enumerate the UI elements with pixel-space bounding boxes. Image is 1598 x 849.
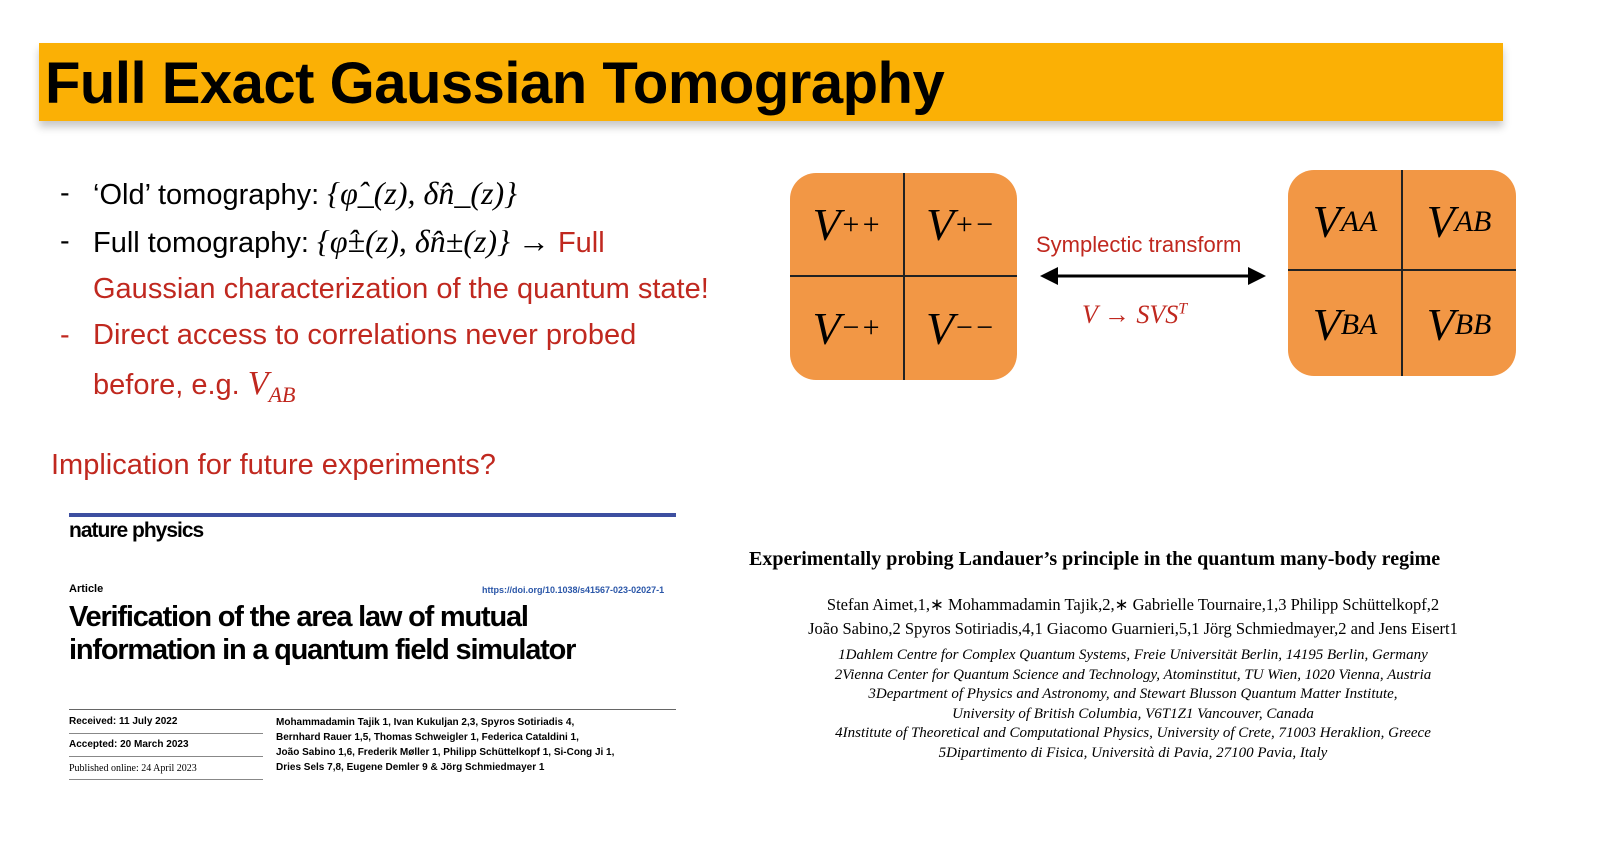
double-arrow-icon: [1040, 264, 1266, 288]
matrix-cell: V BA: [1312, 299, 1378, 350]
arxiv-affiliations: 1Dahlem Centre for Complex Quantum Systems, Freie Universität Berlin, 14195 Berlin, Germany 2Vienna Center for Quantum Science and Technology, Atominstitut, TU Wien, 1020 Vienna, Austria 3Department of Physics and Astronomy, and Stewart Blusson Quantum Matter Institute, University of British Columbia, V6T1Z1 Vancouver, Canada 4Institute of Theoretical and Computational Physics, University of Crete, 71003 Heraklion, Greece 5Dipartimento di Fisica, Università di Pavia, 27100 Pavia, Italy: [834, 647, 1432, 761]
matrix-cell: V −−: [925, 302, 995, 354]
bullet-text: Full tomography:: [93, 227, 318, 259]
transform-formula: $V \to SVS^T$: [1082, 300, 1188, 329]
matrix-cell: V −+: [812, 302, 882, 354]
bullet-list: [60, 170, 709, 421]
matrix-cell: V +−: [925, 199, 995, 251]
paper-authors: Mohammadamin Tajik 1, Ivan Kukuljan 2,3, Spyros Sotiriadis 4, Bernhard Rauer 1,5, Thomas Schweigler 1, Federica Cataldini 1, João Sabino 1,6, Frederik Møller 1, Philipp Schüttelkopf 1, Si-Cong Ji 1, Dries Sels 7,8, Eugene Demler 9 & Jörg Schmiedmayer 1: [276, 717, 615, 773]
title-bar: [39, 43, 1503, 121]
symplectic-label: Symplectic transform: [1036, 232, 1242, 257]
bullet-dash: -: [60, 177, 70, 209]
journal-logo: nature physics: [69, 519, 204, 542]
bullet-continuation: [60, 266, 709, 312]
doi-link[interactable]: https://doi.org/10.1038/s41567-023-02027-1: [482, 585, 665, 595]
bullet-math: $V_{AB}$: [247, 365, 296, 407]
bullet-math: {φ̂_(z), δn̂_(z)}: [327, 175, 517, 211]
journal-rule: [69, 513, 676, 517]
slide-title: Full Exact Gaussian Tomography: [45, 51, 945, 116]
bullet-text: Direct access to correlations never probed: [93, 319, 637, 351]
accepted-date: Accepted: 20 March 2023: [69, 739, 189, 750]
paper-title: Verification of the area law of mutual information in a quantum field simulator: [69, 601, 576, 666]
matrix-cell: V BB: [1426, 299, 1492, 350]
bullet-continuation: [60, 358, 709, 421]
implication-question: Implication for future experiments?: [51, 449, 496, 481]
bullet-math: {φ̂±(z), δn̂±(z)} →: [317, 223, 550, 259]
bullet-full-tomography: [60, 218, 709, 266]
arxiv-paper-title: Experimentally probing Landauer’s principle in the quantum many-body regime: [749, 548, 1441, 570]
bullet-text: ‘Old’ tomography:: [93, 179, 328, 211]
matrix-cell: V AA: [1312, 196, 1378, 247]
matrix-cell: V ++: [812, 199, 882, 251]
matrix-cell: V AB: [1426, 196, 1492, 247]
matrix-right: [1288, 170, 1516, 376]
bullet-dash: -: [60, 319, 70, 351]
arxiv-authors: Stefan Aimet,1,∗ Mohammadamin Tajik,2,∗ Gabrielle Tournaire,1,3 Philipp Schüttelkopf,2 João Sabino,2 Spyros Sotiriadis,4,1 Giacomo Guarnieri,5,1 Jörg Schmiedmayer,2 and Jens Eisert1: [808, 595, 1458, 638]
bullet-old-tomography: [60, 170, 709, 218]
article-type: Article: [69, 583, 104, 595]
published-date: Published online: 24 April 2023: [69, 763, 197, 774]
bullet-direct-access: [60, 312, 709, 358]
bullet-text: Gaussian characterization of the quantum state!: [93, 273, 709, 305]
bullet-text: before, e.g.: [93, 369, 248, 401]
divider: [69, 709, 676, 710]
bullet-dash: -: [60, 225, 70, 257]
received-date: Received: 11 July 2022: [69, 716, 178, 727]
bullet-highlight: Full: [557, 227, 605, 259]
matrix-left: [790, 173, 1017, 380]
